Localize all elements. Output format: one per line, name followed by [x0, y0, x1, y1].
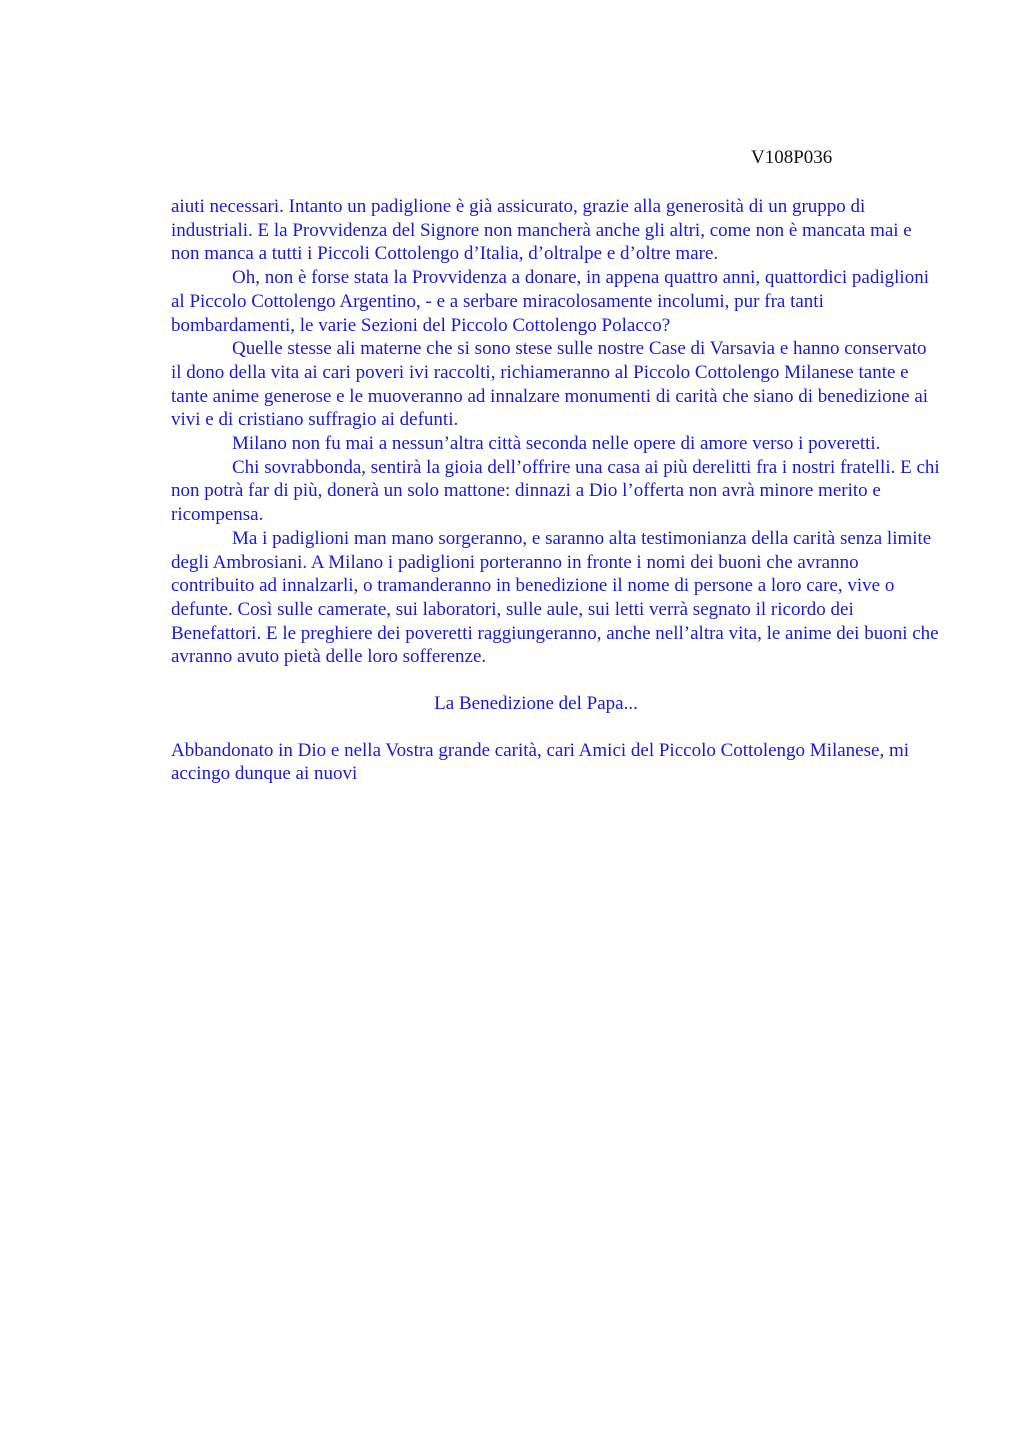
page-identifier: V108P036	[751, 147, 833, 168]
paragraph-continuation: aiuti necessari. Intanto un padiglione è già assicurato, grazie alla generosità di un gruppo di industriali. E la Provvidenza del Signore non mancherà anche gli altri, come non è mancata mai e non manca a tutti i Piccoli Cottolengo d’Italia, d’oltralpe e d’oltre mare.	[171, 196, 912, 265]
section-paragraph: Abbandonato in Dio e nella Vostra grande carità, cari Amici del Piccolo Cottolengo Milanese, mi accingo dunque ai nuovi	[171, 739, 910, 785]
document-body	[171, 195, 941, 786]
paragraph-pavilions: Ma i padiglioni man mano sorgeranno, e saranno alta testimonianza della carità senza limite degli Ambrosiani. A Milano i padiglioni porteranno in fronte i nomi dei buoni che avranno contribuito ad innalzarli, o tramanderanno in benedizione il nome di persone a loro care, vive o defunte. Così sulle camerate, sui laboratori, sulle aule, sui letti verrà segnato il ricordo dei Benefattori. E le preghiere dei poveretti raggiungeranno, anche nell’altra vita, le anime dei buoni che avranno avuto pietà delle loro sofferenze.	[171, 527, 939, 668]
paragraph-providence: Oh, non è forse stata la Provvidenza a donare, in appena quattro anni, quattordici padiglioni al Piccolo Cottolengo Argentino, - e a serbare miracolosamente incolumi, pur fra tanti bombardamenti, le varie Sezioni del Piccolo Cottolengo Polacco?	[171, 267, 929, 336]
paragraph-offering: Chi sovrabbonda, sentirà la gioia dell’offrire una casa ai più derelitti fra i nostri fratelli. E chi non potrà far di più, donerà un solo mattone: dinnazi a Dio l’offerta non avrà minore merito e ricompensa.	[171, 456, 940, 526]
paragraph-milano: Milano non fu mai a nessun’altra città seconda nelle opere di amore verso i poveretti.	[232, 433, 881, 455]
paragraph-maternal-wings: Quelle stesse ali materne che si sono stese sulle nostre Case di Varsavia e hanno conservato il dono della vita ai cari poveri ivi raccolti, richiameranno al Piccolo Cottolengo Milanese tante e tante anime generose e le muoveranno ad innalzare monumenti di carità che siano di benedizione ai vivi e di cristiano suffragio ai defunti.	[171, 338, 929, 431]
section-heading: La Benedizione del Papa...	[434, 693, 638, 715]
